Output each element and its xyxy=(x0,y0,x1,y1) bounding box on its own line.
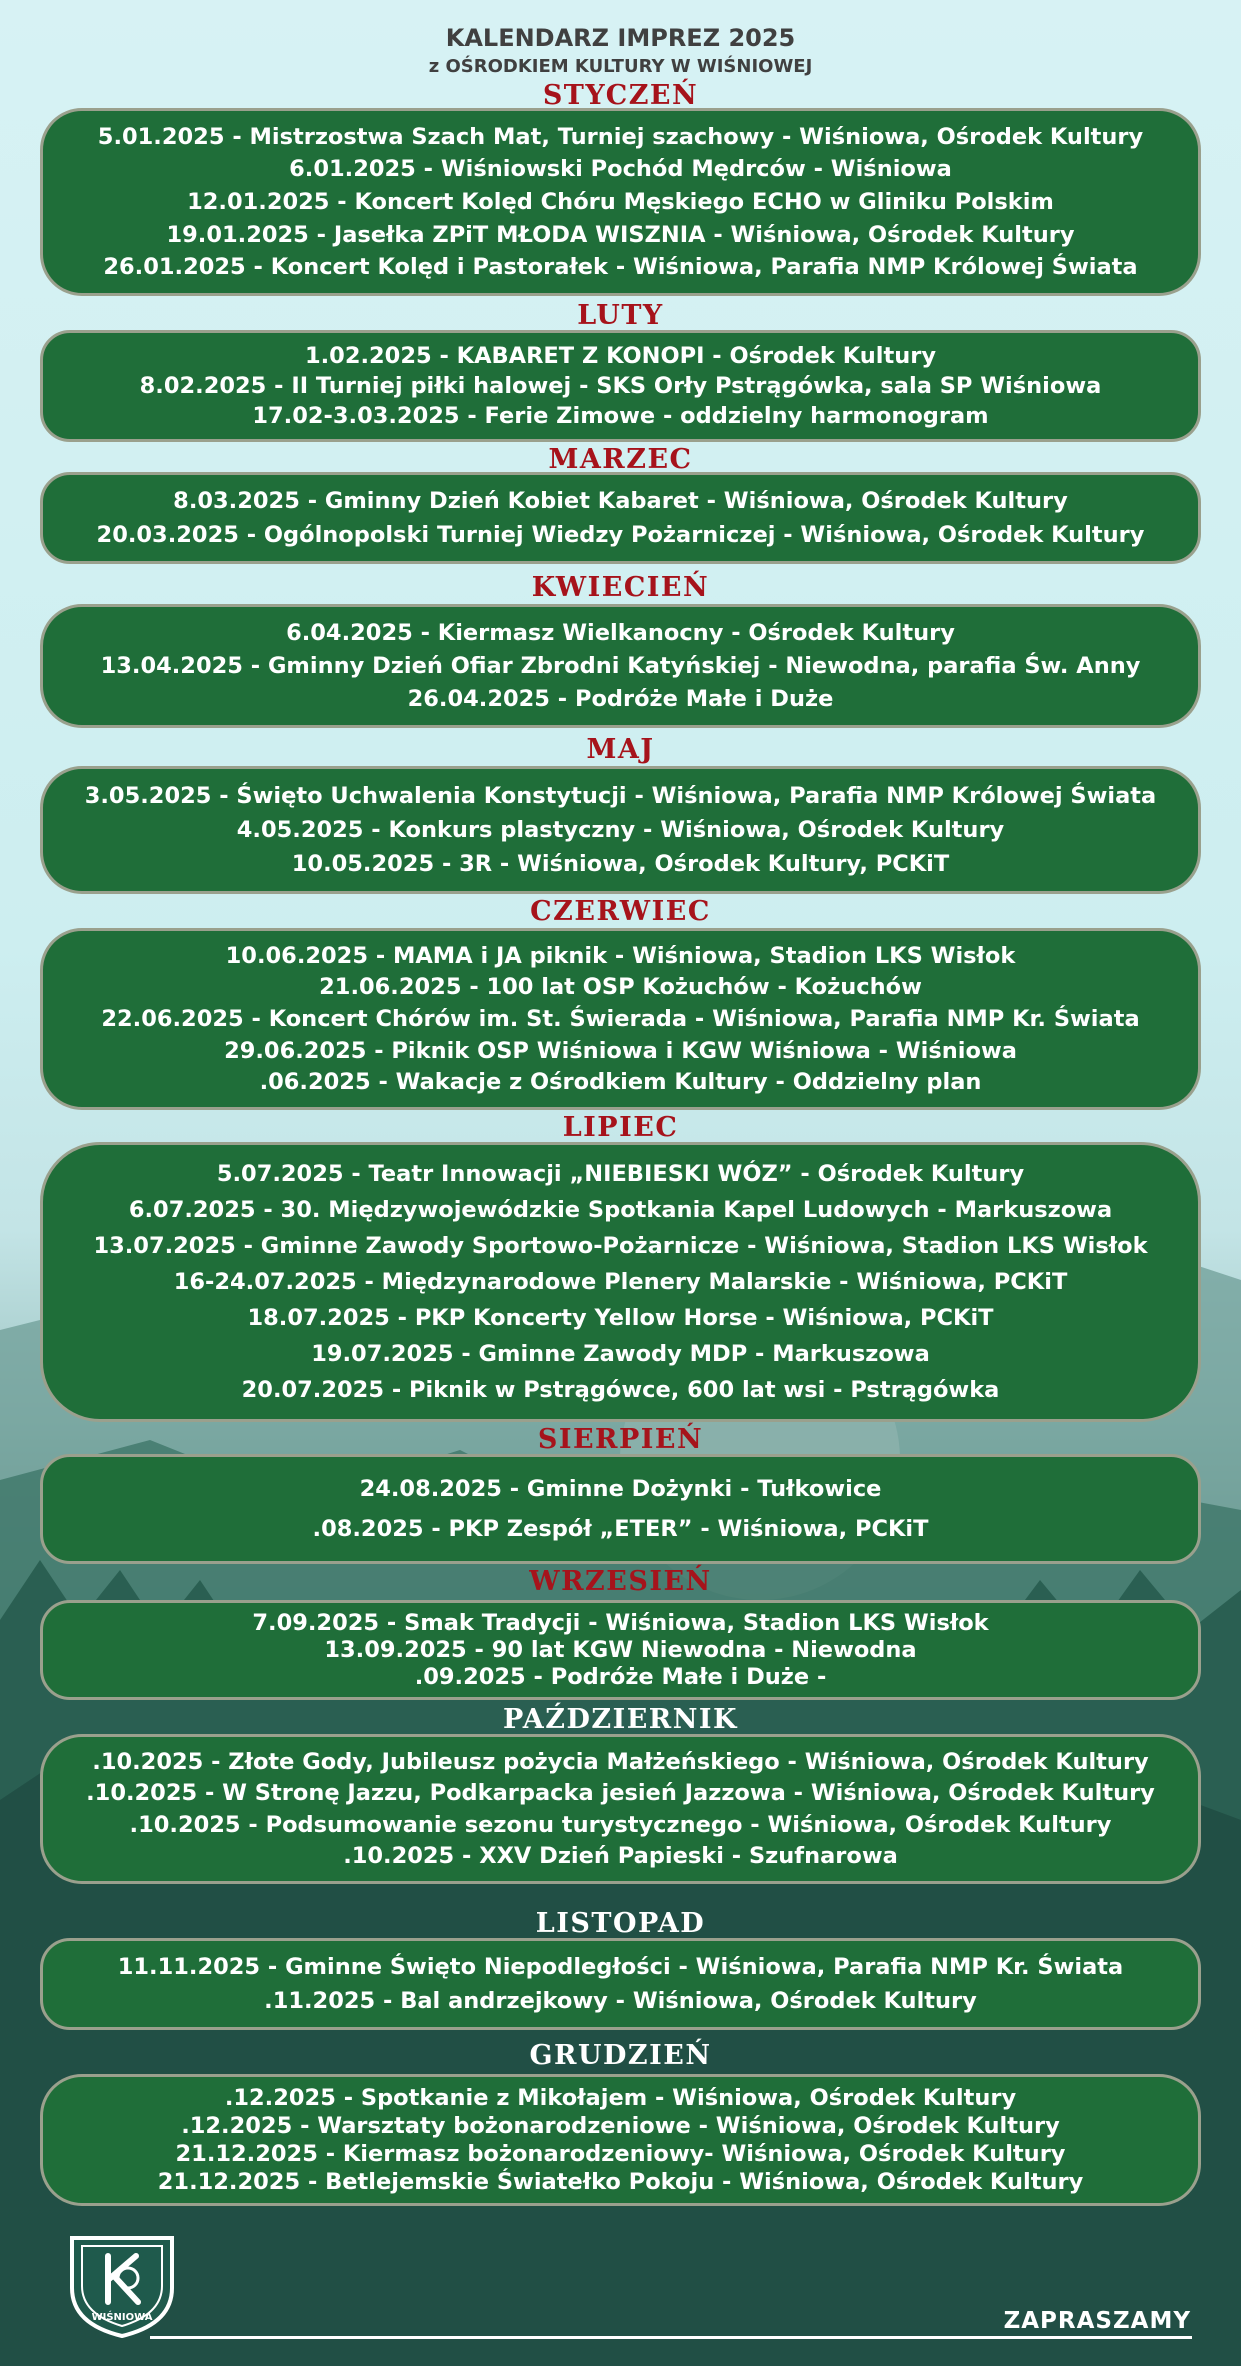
event-item: 3.05.2025 - Święto Uchwalenia Konstytucji - Wiśniowa, Parafia NMP Królowej Świata xyxy=(84,783,1157,809)
event-item: 21.06.2025 - 100 lat OSP Kożuchów - Kożuchów xyxy=(319,974,922,1001)
event-item: 13.09.2025 - 90 lat KGW Niewodna - Niewodna xyxy=(324,1637,917,1663)
event-item: 19.01.2025 - Jasełka ZPiT MŁODA WISZNIA - Wiśniowa, Ośrodek Kultury xyxy=(166,221,1075,248)
event-item: 17.02-3.03.2025 - Ferie Zimowe - oddzielny harmonogram xyxy=(252,403,989,429)
event-item: 6.07.2025 - 30. Międzywojewódzkie Spotkania Kapel Ludowych - Markuszowa xyxy=(128,1197,1113,1223)
wisniowa-crest-logo xyxy=(64,2232,180,2340)
month-events-box xyxy=(40,1734,1201,1884)
event-item: 8.03.2025 - Gminny Dzień Kobiet Kabaret - Wiśniowa, Ośrodek Kultury xyxy=(173,488,1068,515)
event-item: 21.12.2025 - Kiermasz bożonarodzeniowy- Wiśniowa, Ośrodek Kultury xyxy=(175,2141,1066,2167)
event-item: .10.2025 - W Stronę Jazzu, Podkarpacka jesień Jazzowa - Wiśniowa, Ośrodek Kultury xyxy=(86,1780,1155,1807)
event-item: .12.2025 - Warsztaty bożonarodzeniowe - Wiśniowa, Ośrodek Kultury xyxy=(181,2113,1060,2139)
event-item: 19.07.2025 - Gminne Zawody MDP - Markuszowa xyxy=(311,1341,930,1367)
event-item: 20.07.2025 - Piknik w Pstrągówce, 600 lat wsi - Pstrągówka xyxy=(241,1377,1000,1403)
month-heading-june: CZERWIEC xyxy=(530,896,711,927)
event-item: 6.04.2025 - Kiermasz Wielkanocny - Ośrodek Kultury xyxy=(286,620,955,646)
event-item: 5.01.2025 - Mistrzostwa Szach Mat, Turniej szachowy - Wiśniowa, Ośrodek Kultury xyxy=(97,123,1144,150)
month-heading-august: SIERPIEŃ xyxy=(537,1424,704,1455)
month-heading-march: MARZEC xyxy=(548,444,693,475)
month-events-box xyxy=(40,766,1201,894)
event-item: 18.07.2025 - PKP Koncerty Yellow Horse - Wiśniowa, PCKiT xyxy=(247,1305,994,1331)
event-item: .12.2025 - Spotkanie z Mikołajem - Wiśniowa, Ośrodek Kultury xyxy=(224,2085,1017,2111)
event-item: 16-24.07.2025 - Międzynarodowe Plenery Malarskie - Wiśniowa, PCKiT xyxy=(173,1269,1068,1295)
event-item: 20.03.2025 - Ogólnopolski Turniej Wiedzy Pożarniczej - Wiśniowa, Ośrodek Kultury xyxy=(96,521,1145,548)
event-item: 24.08.2025 - Gminne Dożynki - Tułkowice xyxy=(359,1476,882,1503)
month-events-box xyxy=(40,1454,1201,1564)
event-item: .10.2025 - Złote Gody, Jubileusz pożycia Małżeńskiego - Wiśniowa, Ośrodek Kultury xyxy=(92,1748,1149,1775)
event-item: 10.06.2025 - MAMA i JA piknik - Wiśniowa, Stadion LKS Wisłok xyxy=(225,942,1016,969)
event-item: 5.07.2025 - Teatr Innowacji „NIEBIESKI WÓZ” - Ośrodek Kultury xyxy=(216,1161,1025,1187)
event-item: 21.12.2025 - Betlejemskie Światełko Pokoju - Wiśniowa, Ośrodek Kultury xyxy=(157,2169,1084,2195)
month-heading-january: STYCZEŃ xyxy=(542,80,699,111)
event-item: 1.02.2025 - KABARET Z KONOPI - Ośrodek Kultury xyxy=(304,343,937,369)
month-events-box xyxy=(40,1938,1201,2030)
month-events-box xyxy=(40,604,1201,728)
month-events-box xyxy=(40,1600,1201,1700)
month-events-box xyxy=(40,472,1201,564)
event-item: .09.2025 - Podróże Małe i Duże - xyxy=(414,1664,827,1690)
event-item: 13.07.2025 - Gminne Zawody Sportowo-Pożarnicze - Wiśniowa, Stadion LKS Wisłok xyxy=(93,1233,1148,1259)
month-events-box xyxy=(40,928,1201,1110)
event-item: 26.04.2025 - Podróże Małe i Duże xyxy=(407,686,834,712)
event-item: .11.2025 - Bal andrzejkowy - Wiśniowa, Ośrodek Kultury xyxy=(264,1987,977,2014)
month-heading-july: LIPIEC xyxy=(562,1112,679,1143)
month-heading-may: MAJ xyxy=(586,734,655,765)
event-item: 10.05.2025 - 3R - Wiśniowa, Ośrodek Kultury, PCKiT xyxy=(291,851,950,877)
month-heading-september: WRZESIEŃ xyxy=(529,1566,712,1597)
month-heading-november: LISTOPAD xyxy=(535,1908,706,1939)
event-item: 6.01.2025 - Wiśniowski Pochód Mędrców - Wiśniowa xyxy=(289,156,952,183)
event-item: .08.2025 - PKP Zespół „ETER” - Wiśniowa, PCKiT xyxy=(312,1515,929,1542)
month-heading-december: GRUDZIEŃ xyxy=(529,2040,712,2071)
month-events-box xyxy=(40,2074,1201,2206)
footer-divider xyxy=(150,2336,1192,2339)
event-item: 12.01.2025 - Koncert Kolęd Chóru Męskiego ECHO w Gliniku Polskim xyxy=(187,188,1054,215)
month-events-box xyxy=(40,330,1201,442)
month-heading-october: PAŹDZIERNIK xyxy=(502,1704,739,1735)
event-item: 11.11.2025 - Gminne Święto Niepodległości - Wiśniowa, Parafia NMP Kr. Świata xyxy=(117,1954,1124,1981)
month-events-box xyxy=(40,1142,1201,1422)
event-item: 22.06.2025 - Koncert Chórów im. St. Świerada - Wiśniowa, Parafia NMP Kr. Świata xyxy=(101,1005,1140,1032)
event-item: .06.2025 - Wakacje z Ośrodkiem Kultury - Oddzielny plan xyxy=(259,1069,982,1096)
event-item: 7.09.2025 - Smak Tradycji - Wiśniowa, Stadion LKS Wisłok xyxy=(252,1610,989,1636)
event-item: 4.05.2025 - Konkurs plastyczny - Wiśniowa, Ośrodek Kultury xyxy=(236,817,1005,843)
page-title: KALENDARZ IMPREZ 2025 xyxy=(445,24,796,52)
event-item: .10.2025 - XXV Dzień Papieski - Szufnarowa xyxy=(343,1843,898,1870)
logo-text: WIŚNIOWA xyxy=(91,2312,153,2323)
event-item: 29.06.2025 - Piknik OSP Wiśniowa i KGW Wiśniowa - Wiśniowa xyxy=(224,1037,1017,1064)
month-heading-april: KWIECIEŃ xyxy=(531,572,710,603)
page-subtitle: z OŚRODKIEM KULTURY W WIŚNIOWEJ xyxy=(428,56,813,77)
event-item: 8.02.2025 - II Turniej piłki halowej - SKS Orły Pstrągówka, sala SP Wiśniowa xyxy=(139,373,1102,399)
footer-invitation: ZAPRASZAMY xyxy=(1003,2308,1191,2334)
event-item: .10.2025 - Podsumowanie sezonu turystycznego - Wiśniowa, Ośrodek Kultury xyxy=(129,1811,1112,1838)
month-events-box xyxy=(40,108,1201,296)
month-heading-february: LUTY xyxy=(577,300,664,331)
event-item: 13.04.2025 - Gminny Dzień Ofiar Zbrodni Katyńskiej - Niewodna, parafia Św. Anny xyxy=(100,653,1141,679)
event-item: 26.01.2025 - Koncert Kolęd i Pastorałek - Wiśniowa, Parafia NMP Królowej Świata xyxy=(103,254,1138,281)
